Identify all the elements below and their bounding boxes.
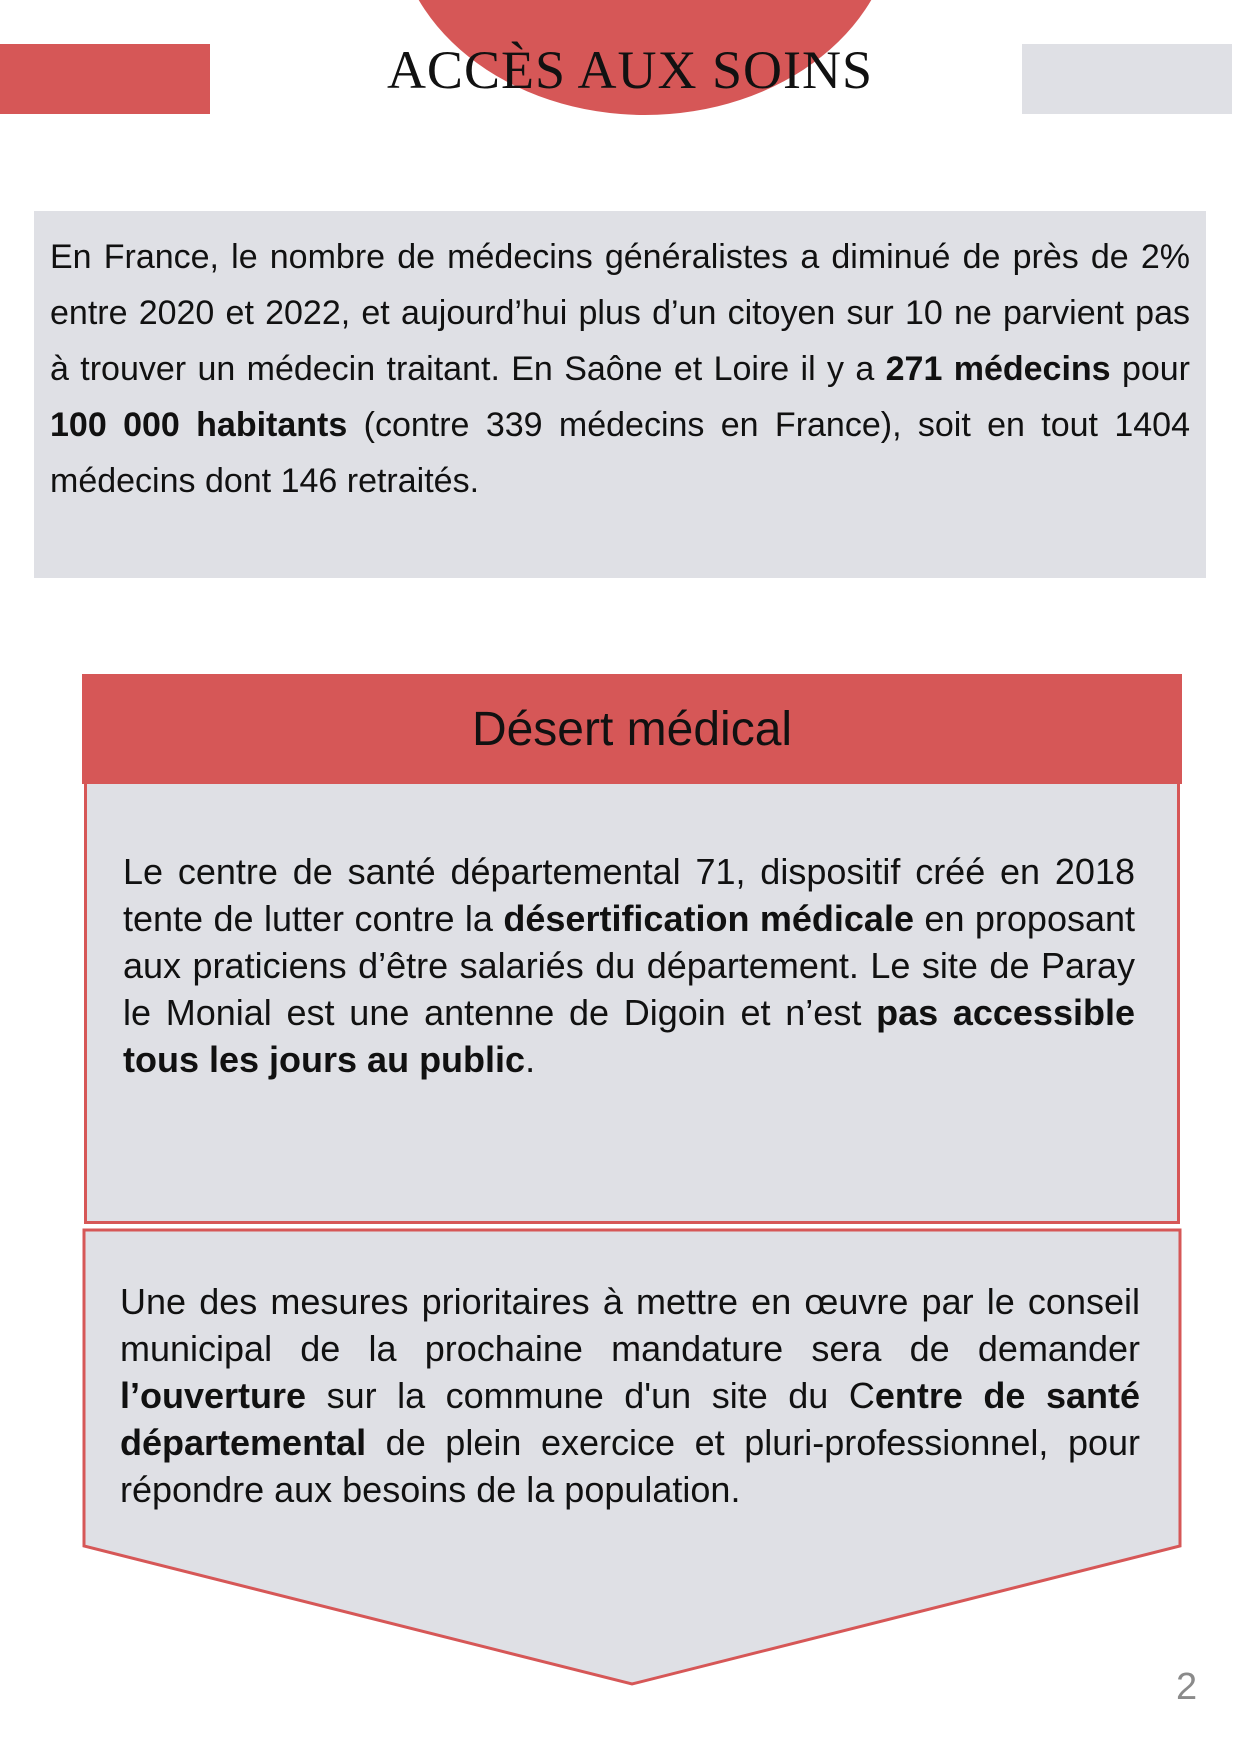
- panel2-text-2: sur la commune d'un site du C: [306, 1375, 875, 1416]
- panel1-text-1: Le centre de santé départemental 71, dispositif créé en 2018 tente de lutter contre la: [123, 851, 1135, 939]
- panel1-bold-desertification: désertification médicale: [503, 898, 914, 939]
- section-title: Désert médical: [471, 702, 793, 756]
- intro-text-3: (contre 339 médecins en France), soit en tout 1404 médecins dont 146 retraités.: [50, 406, 1190, 500]
- page-number: 2: [1176, 1666, 1198, 1708]
- intro-text-1: En France, le nombre de médecins généralistes a diminué de près de 2% entre 2020 et 2022, et aujourd’hui plus d’un citoyen sur 10 ne parvient pas à trouver un médecin traitant. En Saône et Loire il y a: [50, 238, 1190, 388]
- intro-bold-doctors: 271 médecins: [885, 350, 1111, 388]
- panel2-paragraph: [120, 1278, 1140, 1513]
- intro-text-2: pour: [1110, 350, 1191, 388]
- panel2-bold-health-centre: entre de santé départemental: [120, 1375, 1141, 1463]
- panel2-text-3: de plein exercice et pluri-professionnel, pour répondre aux besoins de la population.: [120, 1422, 1140, 1510]
- panel2-text-1: Une des mesures prioritaires à mettre en œuvre par le conseil municipal de la prochaine mandature sera de demander: [120, 1281, 1140, 1369]
- intro-bold-inhabitants: 100 000 habitants: [50, 406, 348, 444]
- page-title: ACCÈS AUX SOINS: [386, 40, 874, 100]
- panel1-text-3: .: [525, 1039, 536, 1080]
- panel2-bold-opening: l’ouverture: [120, 1375, 307, 1416]
- panel1-text-2: en proposant aux praticiens d’être salariés du département. Le site de Paray le Monial est une antenne de Digoin et n’est: [123, 898, 1136, 1033]
- info-panel-measure: [120, 1278, 1140, 1513]
- panel1-bold-not-accessible: pas accessible tous les jours au public: [123, 992, 1135, 1080]
